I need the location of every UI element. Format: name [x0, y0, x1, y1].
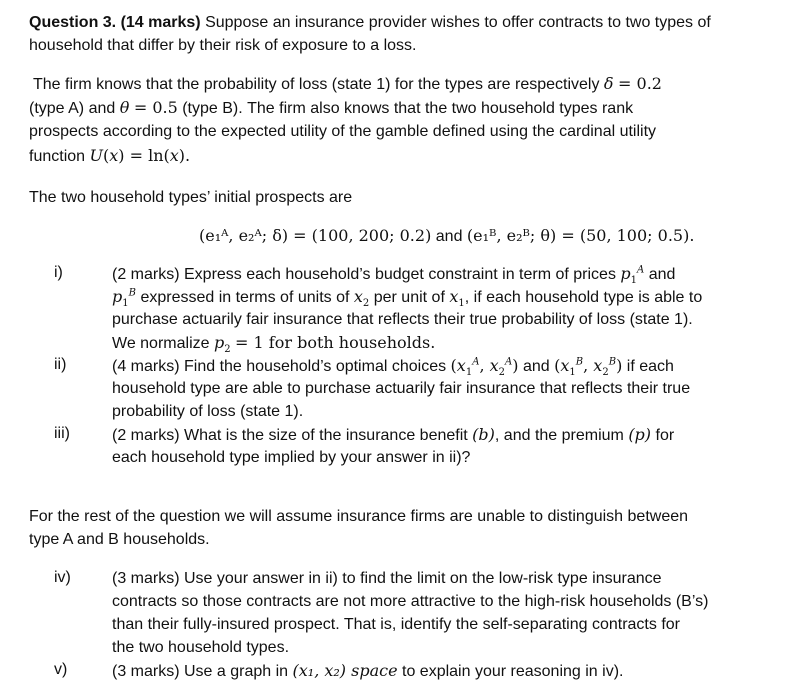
item-i-line-1: (2 marks) Express each household’s budget constraint in term of prices $p_1^A$ and — [112, 264, 676, 287]
question-intro-1: Suppose an insurance provider wishes to offer contracts to two types of — [205, 14, 711, 31]
question-intro-2: household that differ by their risk of exposure to a loss. — [29, 37, 417, 54]
para1-line-1 — [33, 73, 662, 96]
para1-text-2a: (type A) and — [29, 100, 116, 117]
item-number-ii: ii) — [54, 356, 67, 373]
para1-text-3: prospects according to the expected utility of the gamble defined using the cardinal utility — [29, 123, 657, 140]
item-i-line-4: We normalize $p_2 = 1$ for both households. — [112, 333, 436, 356]
delta-symbol: δ — [603, 74, 614, 93]
item-number-i: i) — [54, 264, 63, 281]
rest-line-2: type A and B households. — [29, 531, 210, 548]
para1-text-1: The firm knows that the probability of loss (state 1) for the types are respectively — [33, 76, 600, 93]
prospect-a: (e₁ᴬ, e₂ᴬ; δ) = (100, 200; 0.2) — [199, 226, 432, 245]
theta-value: = 0.5 — [133, 98, 178, 117]
prospects-equation — [199, 225, 694, 248]
rest-line-1: For the rest of the question we will assume insurance firms are unable to distinguish between — [29, 508, 689, 525]
para1-text-4: function — [29, 148, 86, 165]
item-ii-line-1: (4 marks) Find the household’s optimal choices ($x_1^A$, $x_2^A$) and ($x_1^B$, $x_2^B$) if each — [112, 356, 674, 379]
item-ii-line-2: household type are able to purchase actuarily fair insurance that reflects their true — [112, 380, 691, 397]
delta-value: = 0.2 — [618, 74, 662, 93]
question-header-line-2 — [29, 35, 416, 57]
item-i-line-3: purchase actuarily fair insurance that reflects their true probability of loss (state 1). — [112, 311, 693, 328]
prospect-and: and — [435, 228, 463, 245]
item-iii-line-1: (2 marks) What is the size of the insurance benefit (b), and the premium (p) for — [112, 425, 675, 444]
item-i-line-2: $p_1^B$ expressed in terms of units of $x_2$ per unit of $x_1$, if each household type is able to — [112, 287, 703, 310]
item-iv-line-1: (3 marks) Use your answer in ii) to find the limit on the low-risk type insurance — [112, 570, 662, 587]
item-iv-line-3: than their fully-insured prospect. That is, identify the self-separating contracts for — [112, 616, 680, 633]
prospect-b: (e₁ᴮ, e₂ᴮ; θ) = (50, 100; 0.5). — [466, 226, 695, 245]
theta-symbol: θ — [119, 98, 130, 117]
para1-text-2b: (type B). The firm also knows that the two household types rank — [182, 100, 634, 117]
para1-line-3 — [29, 121, 656, 143]
item-iv-line-4: the two household types. — [112, 639, 290, 656]
item-number-v: v) — [54, 661, 68, 678]
item-ii-line-3: probability of loss (state 1). — [112, 403, 304, 420]
question-header-line-1 — [29, 12, 711, 34]
item-iii-line-2: each household type implied by your answer in ii)? — [112, 449, 471, 466]
item-iv-line-2: contracts so those contracts are not more attractive to the high-risk households (B’s) — [112, 593, 709, 610]
para1-line-4 — [29, 145, 190, 168]
prospects-intro: The two household types’ initial prospects are — [29, 189, 353, 206]
item-number-iii: iii) — [54, 425, 70, 442]
question-label: Question 3. (14 marks) — [29, 14, 201, 31]
utility-function: U(x) = ln(x). — [89, 146, 191, 165]
para1-line-2 — [29, 97, 633, 120]
item-v-line-1: (3 marks) Use a graph in (x₁, x₂) space to explain your reasoning in iv). — [112, 661, 624, 680]
item-number-iv: iv) — [54, 569, 71, 586]
